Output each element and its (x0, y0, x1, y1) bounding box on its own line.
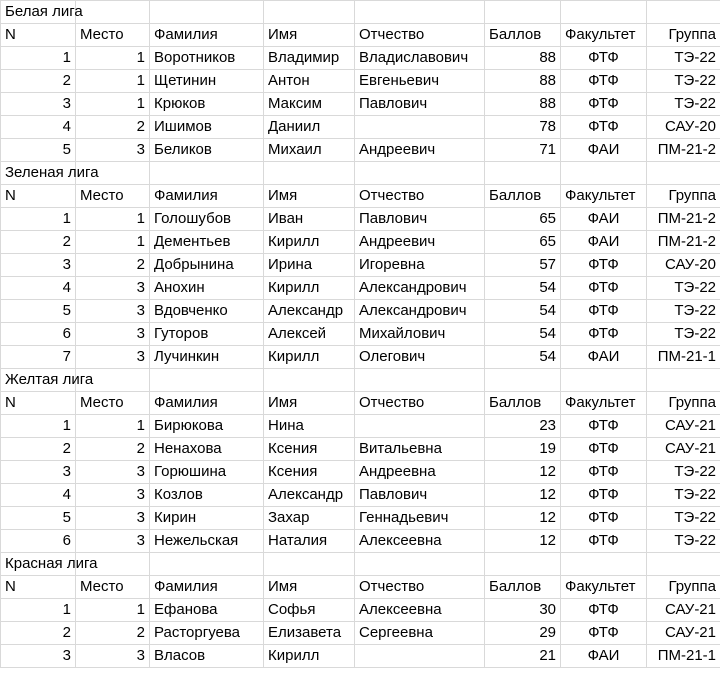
cell-patronymic[interactable]: Павлович (355, 208, 485, 231)
cell-faculty[interactable]: ФАИ (561, 346, 647, 369)
cell-faculty[interactable]: ФТФ (561, 530, 647, 553)
table-row (1, 300, 720, 323)
cell-group[interactable]: ПМ-21-2 (647, 231, 720, 254)
cell-first-name[interactable]: Кирилл (264, 277, 355, 300)
cell-n[interactable]: 2 (1, 70, 76, 93)
cell-place[interactable]: 3 (76, 300, 150, 323)
cell-patronymic[interactable]: Александрович (355, 277, 485, 300)
header-score[interactable]: Баллов (485, 392, 561, 415)
cell-score[interactable]: 19 (485, 438, 561, 461)
league-title-row (1, 553, 720, 576)
cell-patronymic[interactable]: Андреевич (355, 231, 485, 254)
cell-surname[interactable]: Горюшина (150, 461, 264, 484)
table-row (1, 93, 720, 116)
cell-score[interactable]: 65 (485, 208, 561, 231)
empty-cell[interactable] (76, 1, 150, 24)
cell-patronymic[interactable]: Сергеевна (355, 622, 485, 645)
cell-first-name[interactable]: Кирилл (264, 645, 355, 668)
cell-surname[interactable]: Ишимов (150, 116, 264, 139)
cell-faculty[interactable]: ФТФ (561, 438, 647, 461)
table-row (1, 507, 720, 530)
table-row (1, 484, 720, 507)
cell-faculty[interactable]: ФАИ (561, 231, 647, 254)
empty-cell[interactable] (355, 1, 485, 24)
cell-group[interactable]: ПМ-21-2 (647, 139, 720, 162)
league-title[interactable]: Зеленая лига (1, 162, 76, 185)
cell-first-name[interactable]: Ксения (264, 461, 355, 484)
cell-surname[interactable]: Власов (150, 645, 264, 668)
cell-score[interactable]: 12 (485, 484, 561, 507)
header-faculty[interactable]: Факультет (561, 392, 647, 415)
cell-faculty[interactable]: ФТФ (561, 484, 647, 507)
header-score[interactable]: Баллов (485, 576, 561, 599)
cell-faculty[interactable]: ФТФ (561, 300, 647, 323)
table-row (1, 461, 720, 484)
cell-first-name[interactable]: Михаил (264, 139, 355, 162)
cell-score[interactable]: 78 (485, 116, 561, 139)
cell-place[interactable]: 1 (76, 93, 150, 116)
cell-group[interactable]: ПМ-21-1 (647, 346, 720, 369)
cell-first-name[interactable]: Елизавета (264, 622, 355, 645)
column-header-row (1, 392, 720, 415)
cell-first-name[interactable]: Владимир (264, 47, 355, 70)
cell-score[interactable]: 88 (485, 47, 561, 70)
cell-surname[interactable]: Кирин (150, 507, 264, 530)
cell-score[interactable]: 29 (485, 622, 561, 645)
cell-first-name[interactable]: Захар (264, 507, 355, 530)
cell-surname[interactable]: Козлов (150, 484, 264, 507)
cell-score[interactable]: 54 (485, 300, 561, 323)
header-score[interactable]: Баллов (485, 185, 561, 208)
header-place[interactable]: Место (76, 185, 150, 208)
cell-patronymic[interactable]: Евгеньевич (355, 70, 485, 93)
header-group[interactable]: Группа (647, 576, 720, 599)
column-header-row (1, 24, 720, 47)
cell-faculty[interactable]: ФТФ (561, 461, 647, 484)
table-row (1, 645, 720, 668)
table-row (1, 530, 720, 553)
cell-place[interactable]: 3 (76, 323, 150, 346)
header-faculty[interactable]: Факультет (561, 576, 647, 599)
cell-first-name[interactable]: Алексей (264, 323, 355, 346)
cell-group[interactable]: ТЭ-22 (647, 300, 720, 323)
cell-score[interactable]: 12 (485, 461, 561, 484)
cell-score[interactable]: 88 (485, 93, 561, 116)
empty-cell[interactable] (647, 162, 720, 185)
cell-score[interactable]: 30 (485, 599, 561, 622)
cell-surname[interactable]: Расторгуева (150, 622, 264, 645)
header-first-name[interactable]: Имя (264, 576, 355, 599)
cell-group[interactable]: ТЭ-22 (647, 530, 720, 553)
cell-surname[interactable]: Голошубов (150, 208, 264, 231)
cell-first-name[interactable]: Даниил (264, 116, 355, 139)
cell-n[interactable]: 1 (1, 415, 76, 438)
cell-faculty[interactable]: ФАИ (561, 208, 647, 231)
empty-cell[interactable] (150, 369, 264, 392)
empty-cell[interactable] (561, 1, 647, 24)
empty-cell[interactable] (485, 553, 561, 576)
cell-patronymic[interactable]: Олегович (355, 346, 485, 369)
cell-surname[interactable]: Добрынина (150, 254, 264, 277)
cell-place[interactable]: 1 (76, 599, 150, 622)
cell-place[interactable]: 1 (76, 47, 150, 70)
empty-cell[interactable] (485, 369, 561, 392)
cell-n[interactable]: 3 (1, 93, 76, 116)
empty-cell[interactable] (150, 162, 264, 185)
cell-group[interactable]: САУ-21 (647, 622, 720, 645)
table-row (1, 139, 720, 162)
cell-first-name[interactable]: Ирина (264, 254, 355, 277)
empty-cell[interactable] (264, 162, 355, 185)
cell-place[interactable]: 3 (76, 507, 150, 530)
cell-patronymic[interactable]: Геннадьевич (355, 507, 485, 530)
column-header-row (1, 185, 720, 208)
league-title-row (1, 369, 720, 392)
cell-faculty[interactable]: ФТФ (561, 622, 647, 645)
cell-group[interactable]: САУ-21 (647, 599, 720, 622)
cell-score[interactable]: 12 (485, 507, 561, 530)
cell-surname[interactable]: Щетинин (150, 70, 264, 93)
cell-n[interactable]: 3 (1, 645, 76, 668)
header-n[interactable]: N (1, 185, 76, 208)
league-title[interactable]: Белая лига (1, 1, 76, 24)
cell-n[interactable]: 2 (1, 438, 76, 461)
cell-surname[interactable]: Вдовченко (150, 300, 264, 323)
empty-cell[interactable] (647, 553, 720, 576)
cell-faculty[interactable]: ФТФ (561, 93, 647, 116)
table-row (1, 346, 720, 369)
header-first-name[interactable]: Имя (264, 185, 355, 208)
empty-cell[interactable] (561, 553, 647, 576)
cell-place[interactable]: 1 (76, 208, 150, 231)
cell-group[interactable]: ТЭ-22 (647, 47, 720, 70)
cell-n[interactable]: 2 (1, 622, 76, 645)
cell-n[interactable]: 2 (1, 231, 76, 254)
cell-patronymic[interactable] (355, 116, 485, 139)
cell-patronymic[interactable] (355, 645, 485, 668)
header-n[interactable]: N (1, 392, 76, 415)
cell-first-name[interactable]: Ксения (264, 438, 355, 461)
cell-place[interactable]: 3 (76, 461, 150, 484)
cell-group[interactable]: САУ-21 (647, 438, 720, 461)
table-row (1, 231, 720, 254)
cell-n[interactable]: 4 (1, 116, 76, 139)
cell-surname[interactable]: Анохин (150, 277, 264, 300)
cell-place[interactable]: 1 (76, 415, 150, 438)
header-place[interactable]: Место (76, 24, 150, 47)
header-n[interactable]: N (1, 576, 76, 599)
cell-first-name[interactable]: Софья (264, 599, 355, 622)
empty-cell[interactable] (355, 162, 485, 185)
cell-score[interactable]: 65 (485, 231, 561, 254)
empty-cell[interactable] (355, 369, 485, 392)
table-row (1, 254, 720, 277)
cell-n[interactable]: 4 (1, 277, 76, 300)
cell-score[interactable]: 23 (485, 415, 561, 438)
cell-faculty[interactable]: ФАИ (561, 645, 647, 668)
cell-first-name[interactable]: Антон (264, 70, 355, 93)
header-patronymic[interactable]: Отчество (355, 576, 485, 599)
empty-cell[interactable] (150, 1, 264, 24)
table-row (1, 599, 720, 622)
cell-faculty[interactable]: ФТФ (561, 277, 647, 300)
cell-score[interactable]: 54 (485, 277, 561, 300)
table-row (1, 277, 720, 300)
cell-surname[interactable]: Лучинкин (150, 346, 264, 369)
header-score[interactable]: Баллов (485, 24, 561, 47)
cell-group[interactable]: ТЭ-22 (647, 277, 720, 300)
cell-place[interactable]: 2 (76, 622, 150, 645)
empty-cell[interactable] (485, 162, 561, 185)
cell-score[interactable]: 54 (485, 346, 561, 369)
header-faculty[interactable]: Факультет (561, 24, 647, 47)
cell-patronymic[interactable]: Павлович (355, 484, 485, 507)
empty-cell[interactable] (264, 553, 355, 576)
cell-group[interactable]: ТЭ-22 (647, 507, 720, 530)
header-group[interactable]: Группа (647, 185, 720, 208)
cell-patronymic[interactable]: Алексеевна (355, 599, 485, 622)
header-place[interactable]: Место (76, 392, 150, 415)
cell-score[interactable]: 54 (485, 323, 561, 346)
cell-surname[interactable]: Дементьев (150, 231, 264, 254)
cell-group[interactable]: ТЭ-22 (647, 461, 720, 484)
cell-group[interactable]: ТЭ-22 (647, 484, 720, 507)
cell-faculty[interactable]: ФТФ (561, 323, 647, 346)
cell-patronymic[interactable]: Владиславович (355, 47, 485, 70)
cell-place[interactable]: 2 (76, 116, 150, 139)
empty-cell[interactable] (485, 1, 561, 24)
cell-first-name[interactable]: Кирилл (264, 346, 355, 369)
cell-patronymic[interactable]: Андреевич (355, 139, 485, 162)
table-row (1, 323, 720, 346)
cell-first-name[interactable]: Александр (264, 484, 355, 507)
cell-patronymic[interactable]: Андреевна (355, 461, 485, 484)
cell-surname[interactable]: Беликов (150, 139, 264, 162)
league-title[interactable]: Красная лига (1, 553, 76, 576)
cell-n[interactable]: 1 (1, 47, 76, 70)
cell-patronymic[interactable]: Павлович (355, 93, 485, 116)
cell-first-name[interactable]: Иван (264, 208, 355, 231)
cell-group[interactable]: САУ-21 (647, 415, 720, 438)
cell-group[interactable]: ТЭ-22 (647, 93, 720, 116)
empty-cell[interactable] (647, 369, 720, 392)
cell-place[interactable]: 3 (76, 484, 150, 507)
header-patronymic[interactable]: Отчество (355, 392, 485, 415)
cell-place[interactable]: 3 (76, 645, 150, 668)
cell-faculty[interactable]: ФТФ (561, 254, 647, 277)
header-patronymic[interactable]: Отчество (355, 185, 485, 208)
cell-n[interactable]: 3 (1, 461, 76, 484)
league-title-row (1, 162, 720, 185)
cell-place[interactable]: 3 (76, 139, 150, 162)
cell-place[interactable]: 2 (76, 438, 150, 461)
cell-n[interactable]: 5 (1, 139, 76, 162)
cell-first-name[interactable]: Наталия (264, 530, 355, 553)
cell-patronymic[interactable]: Михайлович (355, 323, 485, 346)
cell-surname[interactable]: Нежельская (150, 530, 264, 553)
table-row (1, 70, 720, 93)
cell-first-name[interactable]: Максим (264, 93, 355, 116)
cell-patronymic[interactable]: Алексеевна (355, 530, 485, 553)
cell-n[interactable]: 5 (1, 507, 76, 530)
cell-n[interactable]: 6 (1, 530, 76, 553)
header-first-name[interactable]: Имя (264, 392, 355, 415)
cell-score[interactable]: 71 (485, 139, 561, 162)
cell-patronymic[interactable]: Витальевна (355, 438, 485, 461)
cell-group[interactable]: ПМ-21-2 (647, 208, 720, 231)
cell-n[interactable]: 1 (1, 599, 76, 622)
cell-group[interactable]: ТЭ-22 (647, 70, 720, 93)
table-row (1, 47, 720, 70)
table-row (1, 116, 720, 139)
cell-n[interactable]: 4 (1, 484, 76, 507)
empty-cell[interactable] (561, 369, 647, 392)
table-row (1, 208, 720, 231)
league-title-row (1, 1, 720, 24)
cell-surname[interactable]: Гуторов (150, 323, 264, 346)
cell-faculty[interactable]: ФТФ (561, 415, 647, 438)
header-surname[interactable]: Фамилия (150, 185, 264, 208)
cell-surname[interactable]: Крюков (150, 93, 264, 116)
header-n[interactable]: N (1, 24, 76, 47)
cell-patronymic[interactable] (355, 415, 485, 438)
league-title[interactable]: Желтая лига (1, 369, 76, 392)
cell-score[interactable]: 12 (485, 530, 561, 553)
spreadsheet-body (1, 1, 720, 668)
cell-faculty[interactable]: ФТФ (561, 116, 647, 139)
cell-n[interactable]: 3 (1, 254, 76, 277)
empty-cell[interactable] (561, 162, 647, 185)
empty-cell[interactable] (264, 369, 355, 392)
cell-surname[interactable]: Воротников (150, 47, 264, 70)
table-row (1, 415, 720, 438)
cell-group[interactable]: САУ-20 (647, 116, 720, 139)
cell-place[interactable]: 3 (76, 277, 150, 300)
header-group[interactable]: Группа (647, 392, 720, 415)
header-surname[interactable]: Фамилия (150, 576, 264, 599)
cell-place[interactable]: 1 (76, 231, 150, 254)
empty-cell[interactable] (355, 553, 485, 576)
header-patronymic[interactable]: Отчество (355, 24, 485, 47)
header-group[interactable]: Группа (647, 24, 720, 47)
cell-group[interactable]: ПМ-21-1 (647, 645, 720, 668)
cell-place[interactable]: 3 (76, 346, 150, 369)
cell-faculty[interactable]: ФАИ (561, 139, 647, 162)
cell-first-name[interactable]: Александр (264, 300, 355, 323)
header-surname[interactable]: Фамилия (150, 24, 264, 47)
cell-faculty[interactable]: ФТФ (561, 47, 647, 70)
cell-first-name[interactable]: Кирилл (264, 231, 355, 254)
cell-score[interactable]: 21 (485, 645, 561, 668)
cell-patronymic[interactable]: Игоревна (355, 254, 485, 277)
cell-faculty[interactable]: ФТФ (561, 507, 647, 530)
cell-patronymic[interactable]: Александрович (355, 300, 485, 323)
empty-cell[interactable] (647, 1, 720, 24)
header-first-name[interactable]: Имя (264, 24, 355, 47)
header-surname[interactable]: Фамилия (150, 392, 264, 415)
cell-place[interactable]: 2 (76, 254, 150, 277)
header-place[interactable]: Место (76, 576, 150, 599)
cell-n[interactable]: 5 (1, 300, 76, 323)
empty-cell[interactable] (264, 1, 355, 24)
cell-faculty[interactable]: ФТФ (561, 599, 647, 622)
header-faculty[interactable]: Факультет (561, 185, 647, 208)
empty-cell[interactable] (150, 553, 264, 576)
cell-n[interactable]: 1 (1, 208, 76, 231)
cell-n[interactable]: 7 (1, 346, 76, 369)
table-row (1, 438, 720, 461)
cell-surname[interactable]: Ефанова (150, 599, 264, 622)
cell-place[interactable]: 3 (76, 530, 150, 553)
cell-n[interactable]: 6 (1, 323, 76, 346)
cell-first-name[interactable]: Нина (264, 415, 355, 438)
cell-faculty[interactable]: ФТФ (561, 70, 647, 93)
table-row (1, 622, 720, 645)
cell-group[interactable]: ТЭ-22 (647, 323, 720, 346)
cell-place[interactable]: 1 (76, 70, 150, 93)
cell-group[interactable]: САУ-20 (647, 254, 720, 277)
cell-score[interactable]: 88 (485, 70, 561, 93)
column-header-row (1, 576, 720, 599)
cell-surname[interactable]: Ненахова (150, 438, 264, 461)
cell-score[interactable]: 57 (485, 254, 561, 277)
cell-surname[interactable]: Бирюкова (150, 415, 264, 438)
